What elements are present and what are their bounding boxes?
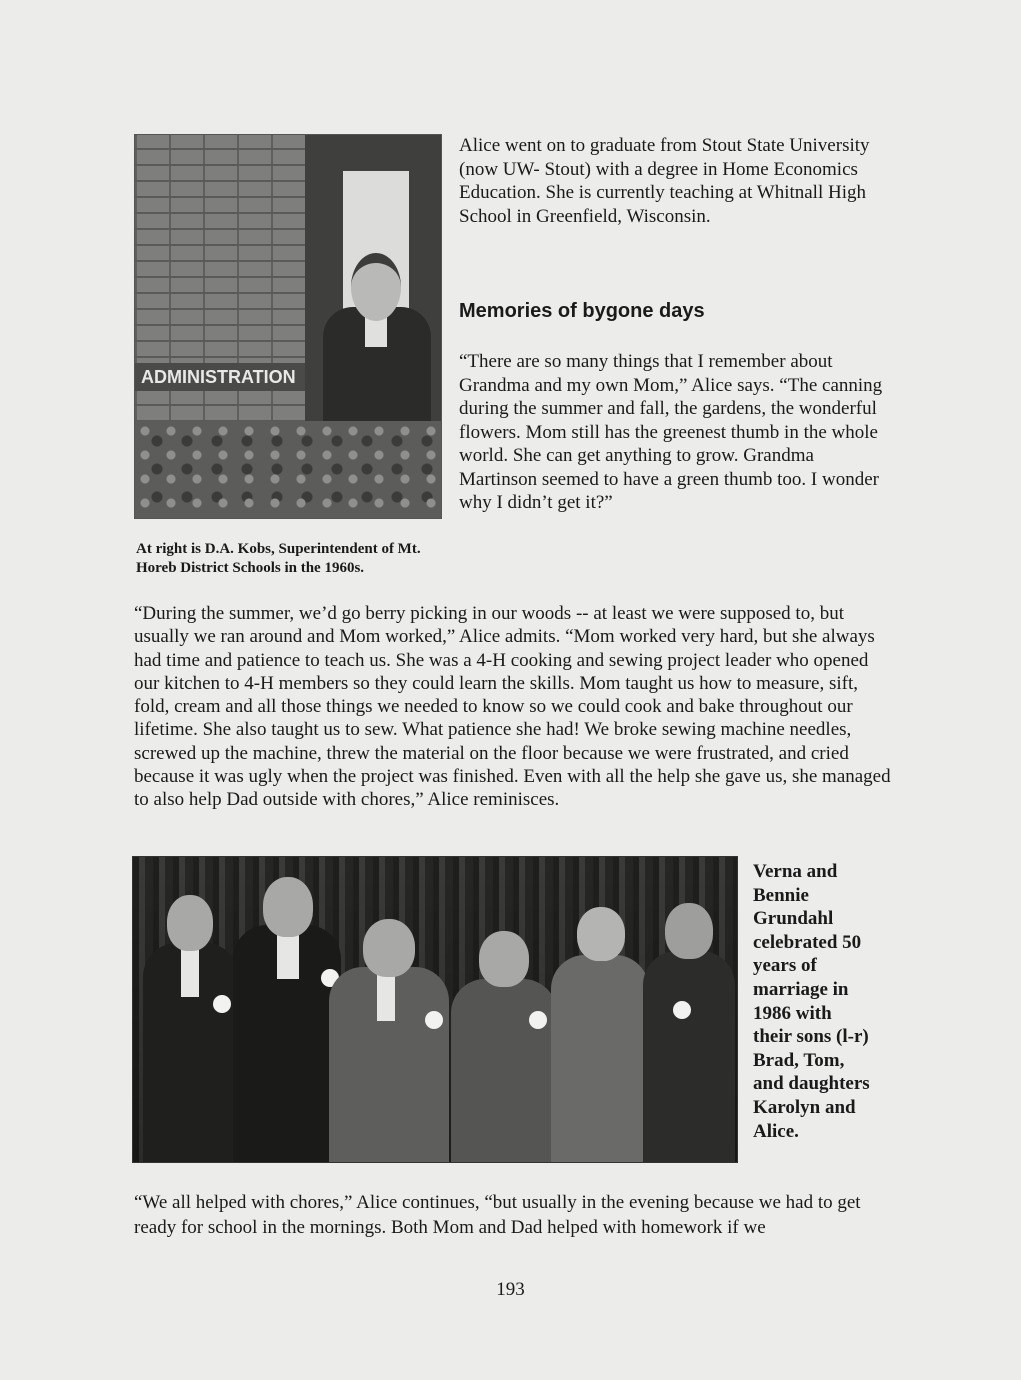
section-heading: Memories of bygone days [459,300,705,322]
page-number: 193 [496,1279,525,1300]
summer-paragraph: “During the summer, we’d go berry picking in our woods -- at least we were supposed to, but usually we ran around and Mom worked,” Alice admits. “Mom worked very hard, but she always had time and patience to teach us. She was a 4-H cooking and sewing project leader who opened our kitchen to 4-H members so they could learn the skills. Mom taught us how to measure, sift, fold, cream and all those things we needed to know so we could cook and bake throughout our lifetime. She also taught us to sew. What patience she had! We broke sewing machine needles, screwed up the machine, threw the material on the floor because we were frustrated, and cried because it was ugly when the project was finished. Even with all the help she gave us, she managed to also help Dad outside with chores,” Alice reminisces. [134,603,891,811]
shrubbery [135,421,441,518]
chores-paragraph: “We all helped with chores,” Alice continues, “but usually in the evening because we had to get ready for school in the mornings. Both Mom and Dad helped with homework if we [134,1192,861,1238]
administration-sign: ADMINISTRATION [141,367,296,387]
family-photo-caption: Verna and Bennie Grundahl celebrated 50 years of marriage in 1986 with their sons (l-r) Brad, Tom, and daughters Karolyn and Alice. [753,861,870,1142]
memories-paragraph: “There are so many things that I remember about Grandma and my own Mom,” Alice says. “The canning during the summer and fall, the gardens, the wonderful flowers. Mom still has the greenest thumb in the whole world. She can get anything to grow. Grandma Martinson seemed to have a green thumb too. I wonder why I didn’t get it?” [459,351,883,513]
intro-paragraph: Alice went on to graduate from Stout State University (now UW- Stout) with a degree in Home Economics Education. She is currently teaching at Whitnall High School in Greenfield, Wisconsin. [459,135,870,227]
superintendent-photo-caption: At right is D.A. Kobs, Superintendent of Mt. Horeb District Schools in the 1960s. [136,541,421,576]
superintendent-figure [323,253,431,443]
superintendent-photo [134,134,442,519]
family-photo [132,856,738,1163]
